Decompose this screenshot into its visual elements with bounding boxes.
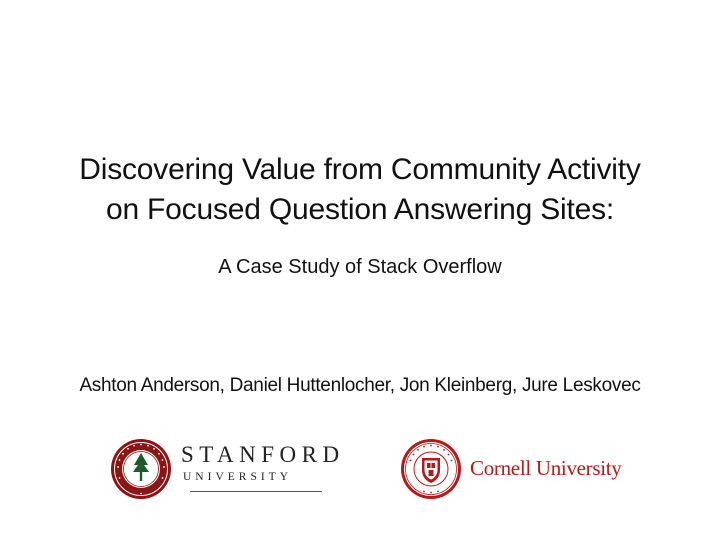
stanford-wordmark-bottom: UNIVERSITY bbox=[183, 471, 292, 483]
title-line-2: on Focused Question Answering Sites: bbox=[105, 193, 615, 226]
title-line-1: Discovering Value from Community Activity bbox=[79, 153, 641, 186]
slide-subtitle: A Case Study of Stack Overflow bbox=[218, 256, 502, 278]
stanford-seal-icon bbox=[110, 438, 172, 500]
stanford-wordmark-top: STANFORD bbox=[181, 442, 345, 467]
slide-title bbox=[0, 150, 720, 230]
author-list: Ashton Anderson, Daniel Huttenlocher, Jon Kleinberg, Jure Leskovec bbox=[79, 375, 641, 396]
cornell-wordmark: Cornell University bbox=[470, 456, 622, 480]
cornell-seal-icon bbox=[400, 438, 462, 500]
stanford-divider bbox=[190, 491, 322, 492]
logo-area bbox=[0, 428, 720, 508]
stanford-wordmark bbox=[181, 442, 345, 484]
